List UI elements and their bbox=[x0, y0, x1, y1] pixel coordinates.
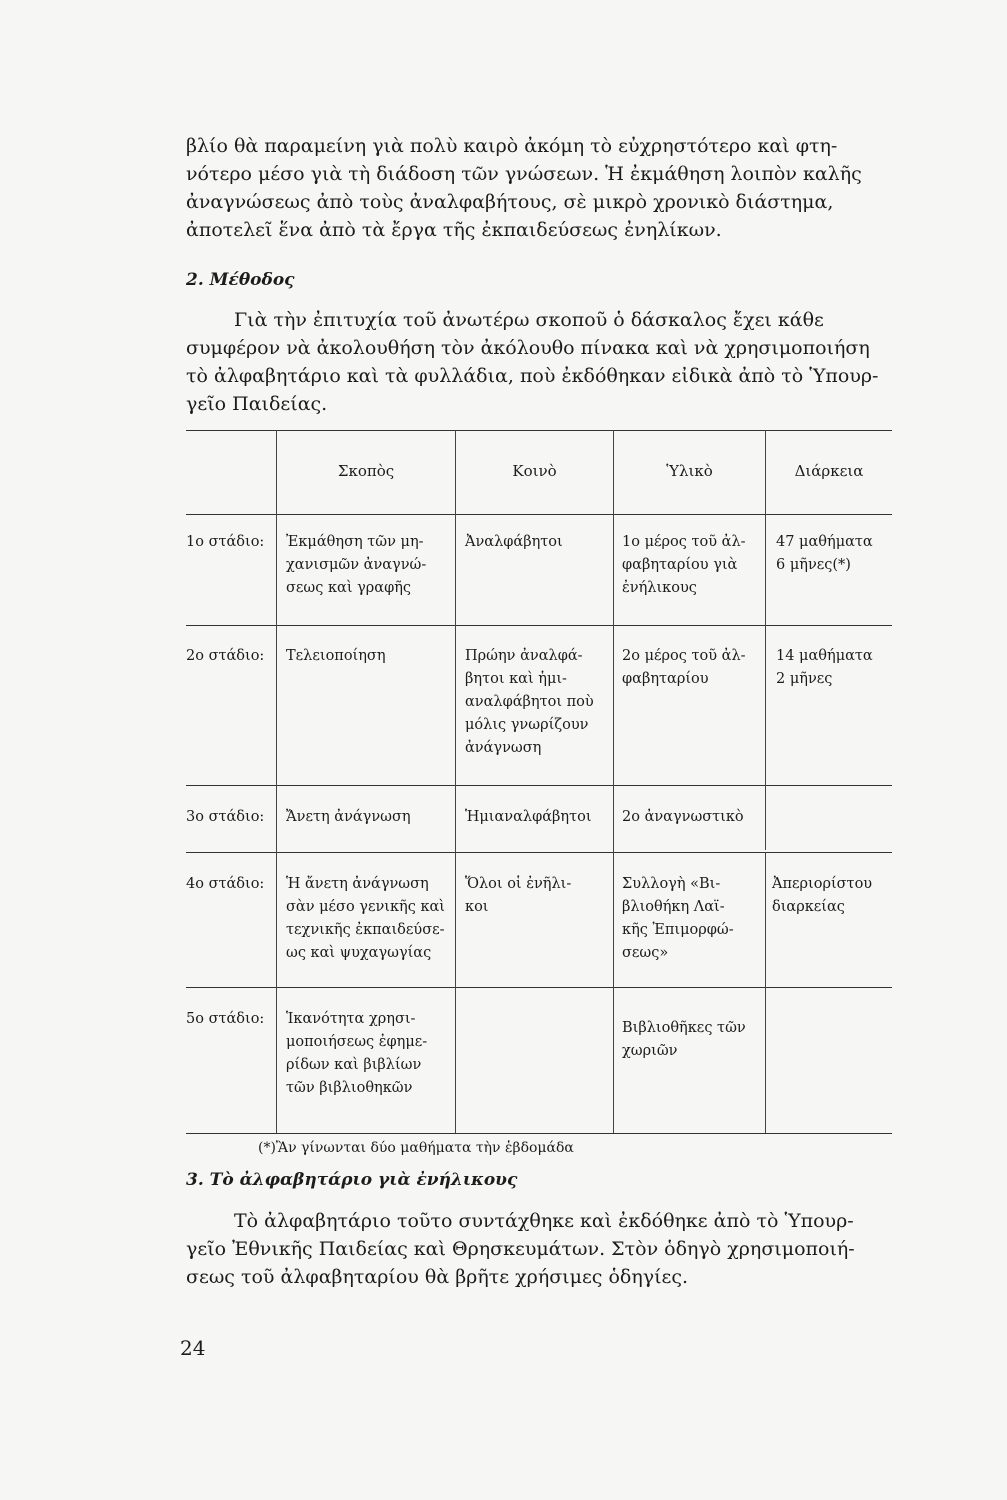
cell-line: Ἐκμάθηση τῶν μη- bbox=[286, 534, 424, 550]
cell-line: Τελειοποίηση bbox=[286, 648, 386, 664]
section-heading-alphabet: 3. Τὸ ἀλφαβητάριο γιὰ ἐνήλικους bbox=[186, 1170, 518, 1190]
cell-line: 6 μῆνες(*) bbox=[776, 557, 851, 573]
table-rule bbox=[186, 1133, 892, 1134]
text-line: ἀναγνώσεως ἀπὸ τοὺς ἀναλφαβήτους, σὲ μικρὸ χρονικὸ διάστημα, bbox=[186, 191, 834, 213]
text-line: Γιὰ τὴν ἐπιτυχία τοῦ ἀνωτέρω σκοποῦ ὁ δάσκαλος ἔχει κάθε bbox=[234, 309, 824, 331]
table-footnote: (*)Ἂν γίνωνται δύο μαθήματα τὴν ἑβδομάδα bbox=[258, 1140, 574, 1156]
table-cell-duration bbox=[772, 873, 872, 919]
cell-line: φαβηταρίου γιὰ bbox=[622, 557, 738, 573]
cell-line: Ἱκανότητα χρησι- bbox=[286, 1011, 416, 1027]
cell-line: Ἀναλφάβητοι bbox=[465, 534, 563, 550]
table-cell-goal bbox=[286, 531, 426, 600]
cell-line: 2ο ἀναγνωστικὸ bbox=[622, 809, 744, 825]
text-line: συμφέρον νὰ ἀκολουθήση τὸν ἀκόλουθο πίνακα καὶ νὰ χρησιμοποιήση bbox=[186, 337, 870, 359]
page-number: 24 bbox=[180, 1336, 206, 1360]
cell-line: Ὅλοι οἱ ἐνῆλι- bbox=[465, 876, 572, 892]
cell-line: αναλφάβητοι ποὺ bbox=[465, 694, 594, 710]
cell-line: μοποιήσεως ἐφημε- bbox=[286, 1034, 428, 1050]
cell-line: ἀνάγνωση bbox=[465, 740, 542, 756]
table-rule bbox=[186, 852, 892, 853]
table-header-goal: Σκοπὸς bbox=[337, 462, 395, 480]
table-column-rule bbox=[765, 852, 766, 1133]
cell-line: Συλλογὴ «Βι- bbox=[622, 876, 721, 892]
table-cell-stage: 2ο στάδιο: bbox=[186, 648, 265, 664]
table-cell-material bbox=[622, 531, 746, 600]
cell-line: χωριῶν bbox=[622, 1043, 678, 1059]
cell-line: 2ο μέρος τοῦ ἀλ- bbox=[622, 648, 746, 664]
cell-line: βητοι καὶ ἡμι- bbox=[465, 671, 567, 687]
cell-line: ρίδων καὶ βιβλίων bbox=[286, 1057, 422, 1073]
cell-line: διαρκείας bbox=[772, 899, 845, 915]
cell-line: Ἡμιαναλφάβητοι bbox=[465, 809, 592, 825]
table-cell-material bbox=[622, 806, 744, 829]
cell-line: κῆς Ἐπιμορφώ- bbox=[622, 922, 734, 938]
cell-line: 47 μαθήματα bbox=[776, 534, 873, 550]
table-column-rule bbox=[276, 430, 277, 1133]
cell-line: τεχνικῆς ἐκπαιδεύσε- bbox=[286, 922, 445, 938]
table-cell-goal bbox=[286, 806, 411, 829]
text-line: βλίο θὰ παραμείνη γιὰ πολὺ καιρὸ ἀκόμη τὸ εὐχρηστότερο καὶ φτη- bbox=[186, 135, 838, 157]
text-line: Τὸ ἀλφαβητάριο τοῦτο συντάχθηκε καὶ ἐκδόθηκε ἀπὸ τὸ Ὑπουρ- bbox=[234, 1210, 854, 1232]
table-cell-stage: 1ο στάδιο: bbox=[186, 534, 265, 550]
section-heading-method: 2. Μέθοδος bbox=[186, 270, 295, 290]
table-column-rule bbox=[455, 430, 456, 1133]
cell-line: Ἡ ἄνετη ἀνάγνωση bbox=[286, 876, 429, 892]
table-cell-material bbox=[622, 645, 746, 691]
table-cell-duration bbox=[776, 645, 873, 691]
table-cell-goal bbox=[286, 1008, 427, 1100]
cell-line: Πρώην ἀναλφά- bbox=[465, 648, 583, 664]
cell-line: Ἄνετη ἀνάγνωση bbox=[286, 809, 411, 825]
cell-line: βλιοθήκη Λαϊ- bbox=[622, 899, 725, 915]
cell-line: τῶν βιβλιοθηκῶν bbox=[286, 1080, 413, 1096]
cell-line: σὰν μέσο γενικῆς καὶ bbox=[286, 899, 445, 915]
table-cell-audience bbox=[465, 531, 563, 554]
table-cell-duration bbox=[776, 531, 873, 577]
table-rule bbox=[186, 785, 892, 786]
table-rule bbox=[186, 430, 892, 431]
cell-line: κοι bbox=[465, 899, 489, 915]
alphabet-paragraph bbox=[186, 1207, 892, 1291]
text-line: ἀποτελεῖ ἕνα ἀπὸ τὰ ἔργα τῆς ἐκπαιδεύσεως ἐνηλίκων. bbox=[186, 219, 722, 241]
table-header-audience: Κοινὸ bbox=[512, 462, 557, 480]
cell-line: 14 μαθήματα bbox=[776, 648, 873, 664]
table-cell-audience bbox=[465, 806, 592, 829]
table-cell-material bbox=[622, 873, 734, 965]
table-cell-stage: 4ο στάδιο: bbox=[186, 876, 265, 892]
cell-line: χανισμῶν ἀναγνώ- bbox=[286, 557, 427, 573]
table-cell-stage: 5ο στάδιο: bbox=[186, 1011, 265, 1027]
cell-line: σεως» bbox=[622, 945, 669, 961]
cell-line: σεως καὶ γραφῆς bbox=[286, 580, 412, 596]
cell-line: ἐνήλικους bbox=[622, 580, 697, 596]
text-line: νότερο μέσο γιὰ τὴ διάδοση τῶν γνώσεων. Ἡ ἐκμάθηση λοιπὸν καλῆς bbox=[186, 163, 862, 185]
text-line: σεως τοῦ ἀλφαβηταρίου θὰ βρῆτε χρήσιμες ὁδηγίες. bbox=[186, 1266, 689, 1288]
intro-paragraph bbox=[186, 132, 892, 244]
table-header-material: Ὑλικὸ bbox=[666, 462, 713, 480]
cell-line: Βιβλιοθῆκες τῶν bbox=[622, 1020, 746, 1036]
table-cell-stage: 3ο στάδιο: bbox=[186, 809, 265, 825]
table-header-duration: Διάρκεια bbox=[794, 462, 864, 480]
cell-line: 1ο μέρος τοῦ ἀλ- bbox=[622, 534, 746, 550]
method-paragraph bbox=[186, 306, 892, 418]
table-rule bbox=[186, 625, 892, 626]
table-cell-goal bbox=[286, 873, 445, 965]
table-cell-audience bbox=[465, 645, 594, 760]
text-line: γεῖο Ἐθνικῆς Παιδείας καὶ Θρησκευμάτων. Στὸν ὁδηγὸ χρησιμοποιή- bbox=[186, 1238, 855, 1260]
table-column-rule bbox=[765, 430, 766, 850]
table-cell-goal bbox=[286, 645, 386, 668]
cell-line: 2 μῆνες bbox=[776, 671, 833, 687]
cell-line: ως καὶ ψυχαγωγίας bbox=[286, 945, 432, 961]
table-column-rule bbox=[613, 430, 614, 1133]
table-rule bbox=[186, 514, 892, 515]
cell-line: Ἀπεριορίστου bbox=[772, 876, 873, 892]
table-rule bbox=[186, 987, 892, 988]
table-cell-audience bbox=[465, 873, 571, 919]
cell-line: μόλις γνωρίζουν bbox=[465, 717, 589, 733]
cell-line: φαβηταρίου bbox=[622, 671, 709, 687]
text-line: γεῖο Παιδείας. bbox=[186, 393, 328, 415]
text-line: τὸ ἀλφαβητάριο καὶ τὰ φυλλάδια, ποὺ ἐκδόθηκαν εἰδικὰ ἀπὸ τὸ Ὑπουρ- bbox=[186, 365, 879, 387]
table-cell-material bbox=[622, 1017, 746, 1063]
